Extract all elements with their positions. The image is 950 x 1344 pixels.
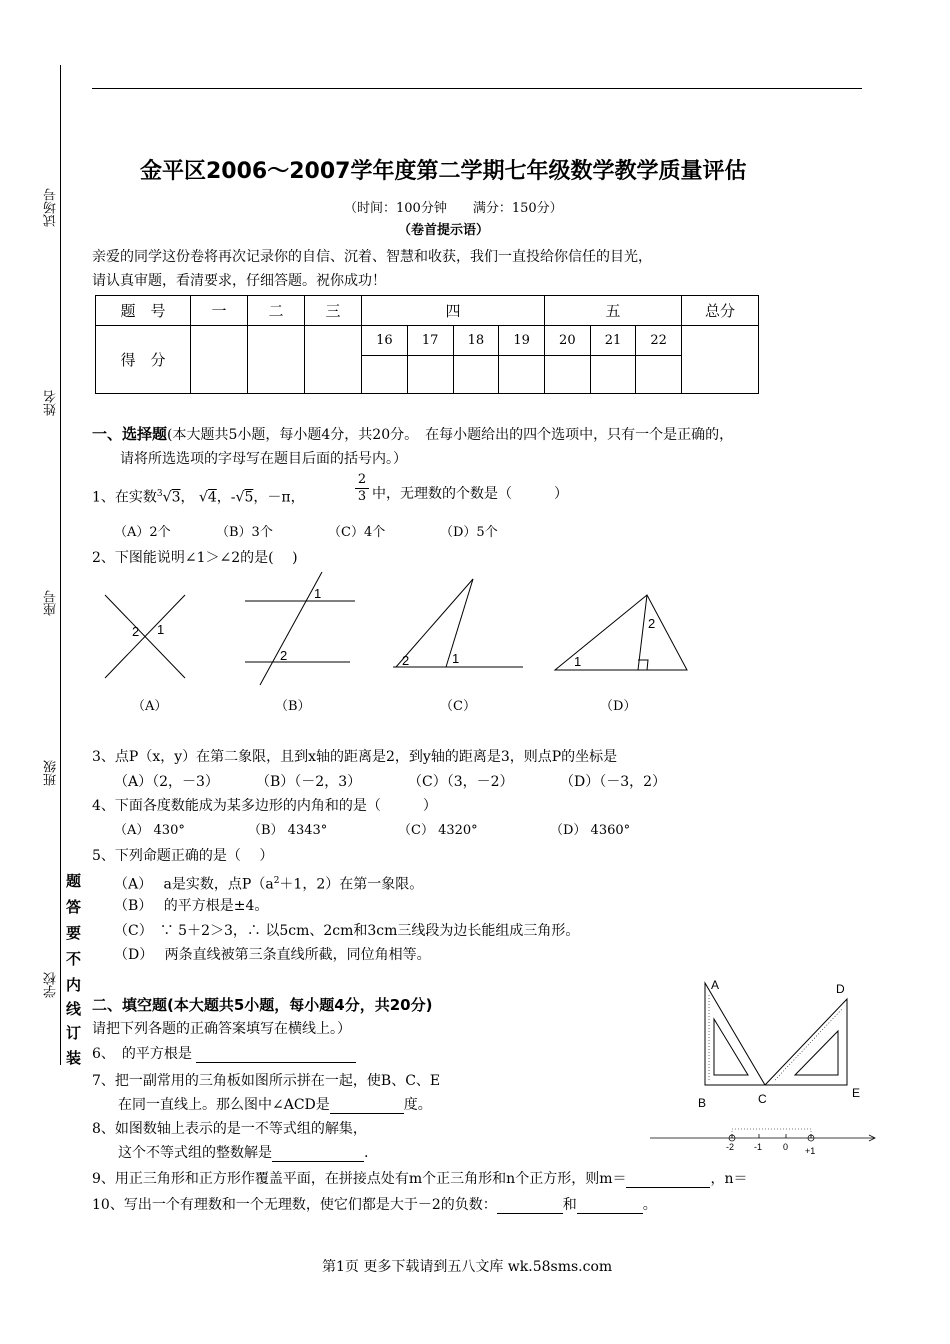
q1-fraction	[355, 472, 369, 505]
q1-radicand: 4	[207, 489, 217, 506]
side-label-class: 班级	[44, 760, 59, 786]
q7-line1: 7、把一副常用的三角板如图所示拼在一起，使B、C、E	[92, 1073, 441, 1089]
page-title: 金平区2006～2007学年度第二学期七年级数学教学质量评估	[140, 159, 747, 184]
side-warning-char: 内	[66, 976, 82, 994]
score-sub-number: 20	[545, 326, 591, 356]
score-cell[interactable]	[636, 356, 682, 394]
angle-label: 2	[132, 624, 140, 639]
q3-text: 3、点P（x，y）在第二象限，且到x轴的距离是2，到y轴的距离是3，则点P的坐标是	[92, 749, 618, 765]
q8-line2-post: .	[364, 1145, 369, 1161]
number-line-figure	[650, 1125, 880, 1160]
score-header-cell: 三	[305, 296, 362, 326]
q3-option: （A）（2，－3）	[114, 774, 219, 790]
q1-neg: -	[230, 489, 236, 506]
q7-line2	[118, 1096, 432, 1114]
q1-radicand: 5	[244, 489, 254, 506]
angle-label: 1	[452, 651, 460, 666]
q2-figure-b	[240, 570, 360, 690]
q10-and: 和	[562, 1197, 577, 1213]
q1-option: （B）3个	[216, 525, 273, 540]
score-sub-number: 16	[362, 326, 408, 356]
score-header-cell: 五	[545, 296, 682, 326]
score-table	[95, 295, 759, 394]
q1-radicand: 3	[171, 489, 181, 506]
side-warning-char: 不	[66, 950, 82, 968]
side-label-seat: 座号	[44, 590, 59, 616]
q5-option-a-post: ＋1，2）在第一象限。	[279, 876, 424, 893]
q4-option: （D） 4360°	[550, 823, 631, 838]
vertex-label-d: D	[836, 982, 845, 996]
q5-option-b: （B） 的平方根是±4。	[114, 898, 269, 914]
angle-label: 2	[402, 653, 410, 668]
side-warning-char: 要	[66, 924, 82, 942]
q2-text: 2、下图能说明∠1＞∠2的是( )	[92, 550, 298, 566]
q3-option: （D）（－3，2）	[560, 774, 667, 790]
q9-text: 9、用正三角形和正方形作覆盖平面，在拼接点处有m个正三角形和n个正方形，则m＝	[92, 1171, 627, 1187]
q10-line	[92, 1196, 657, 1214]
score-row-label	[96, 326, 191, 394]
q10-rational-blank[interactable]	[497, 1199, 563, 1214]
score-sub-number: 19	[499, 326, 545, 356]
side-warning-char: 答	[66, 898, 82, 916]
numberline-label: -1	[754, 1142, 763, 1152]
vertex-label-b: B	[698, 1096, 707, 1110]
note-heading: （卷首提示语）	[398, 223, 490, 238]
q7-line2-pre: 在同一直线上。那么图中∠ACD是	[118, 1097, 330, 1113]
q5-option-c: （C） ∵ 5＋2＞3，∴ 以5cm、2cm和3cm三线段为边长能组成三角形。	[114, 923, 580, 939]
q8-line1: 8、如图数轴上表示的是一不等式组的解集，	[92, 1121, 367, 1137]
note-line-2: 请认真审题，看清要求，仔细答题。祝你成功！	[92, 273, 386, 289]
q1-neg-pi: ，－π，	[253, 489, 305, 506]
top-rule	[92, 88, 862, 89]
note-line-1: 亲爱的同学这份卷将再次记录你的自信、沉着、智慧和收获，我们一直投给你信任的目光，	[92, 249, 652, 265]
q5-option-d: （D） 两条直线被第三条直线所截，同位角相等。	[114, 947, 431, 963]
q9-m-blank[interactable]	[626, 1173, 710, 1188]
q2-figure-d	[550, 590, 695, 675]
angle-label: 1	[574, 654, 582, 669]
q3-option: （C）（3，－2）	[408, 774, 514, 790]
score-sub-number: 21	[590, 326, 636, 356]
score-cell[interactable]	[499, 356, 545, 394]
section2-desc: 请把下列各题的正确答案填写在横线上。）	[92, 1021, 351, 1037]
angle-label: 2	[648, 616, 656, 631]
q1-option: （C）4个	[328, 525, 386, 540]
numberline-label: +1	[805, 1146, 816, 1156]
score-header-cell: 总分	[682, 296, 759, 326]
q5-option-a-pre: （A） a是实数，点P（a	[114, 876, 274, 893]
q10-irrational-blank[interactable]	[577, 1199, 643, 1214]
score-cell[interactable]	[453, 356, 499, 394]
angle-label: 1	[157, 622, 165, 637]
q5-option-a-sup: 2	[273, 876, 280, 886]
q1-suffix: 中，无理数的个数是（ ）	[372, 486, 568, 502]
score-cell[interactable]	[191, 326, 248, 394]
side-warning-char: 装	[66, 1049, 82, 1067]
q4-text: 4、下面各度数能成为某多边形的内角和的是（ ）	[92, 798, 437, 814]
q7-answer-blank[interactable]	[330, 1099, 404, 1114]
section1	[92, 425, 733, 444]
q2-figure-label: （B）	[275, 699, 311, 714]
q8-answer-blank[interactable]	[272, 1147, 364, 1162]
sqrt-symbol: √	[162, 489, 172, 506]
q7-line2-post: 度。	[403, 1097, 432, 1113]
q6-answer-blank[interactable]	[196, 1048, 356, 1063]
sqrt-symbol: √	[235, 489, 245, 506]
score-header-cell: 一	[191, 296, 248, 326]
q4-option: （A） 430°	[114, 823, 185, 838]
side-warning-char: 题	[66, 872, 82, 890]
score-header-cell: 题 号	[96, 296, 191, 326]
q9-line	[92, 1170, 748, 1188]
q2-figure-label: （C）	[440, 699, 476, 714]
q4-option: （B） 4343°	[248, 823, 328, 838]
q1-option: （A）2个	[114, 525, 171, 540]
q1-option: （D）5个	[440, 525, 498, 540]
vertex-label-e: E	[852, 1086, 861, 1100]
q2-figure-label: （D）	[600, 699, 637, 714]
score-cell[interactable]	[248, 326, 305, 394]
fraction-denominator: 3	[357, 489, 367, 504]
vertex-label-c: C	[758, 1092, 767, 1106]
q6-text: 6、 的平方根是	[92, 1046, 192, 1062]
section1-desc1: (本大题共5小题，每小题4分，共20分。 在每小题给出的四个选项中，只有一个是正确的，	[167, 427, 734, 443]
section1-heading: 一、选择题	[92, 425, 168, 443]
q5-text: 5、下列命题正确的是（ ）	[92, 848, 274, 864]
score-header-cell: 二	[248, 296, 305, 326]
score-header-cell: 四	[362, 296, 545, 326]
fraction-numerator: 2	[357, 472, 367, 487]
score-cell[interactable]	[682, 326, 759, 394]
q5-option-a	[114, 872, 423, 894]
score-sub-number: 18	[453, 326, 499, 356]
score-cell[interactable]	[545, 356, 591, 394]
q2-figure-c	[388, 575, 528, 675]
score-row-label-text: 得 分	[120, 351, 166, 369]
numberline-label: 0	[783, 1142, 789, 1152]
side-label-school: 学校	[44, 972, 59, 998]
side-label-exam-room: 试场号	[44, 188, 59, 227]
sqrt-symbol: √	[198, 489, 208, 506]
q4-option: （C） 4320°	[398, 823, 478, 838]
score-cell[interactable]	[305, 326, 362, 394]
score-cell[interactable]	[407, 356, 453, 394]
q1-prefix: 1、在实数	[92, 489, 157, 506]
q8-line2-pre: 这个不等式组的整数解是	[118, 1145, 272, 1161]
q10-end: 。	[642, 1197, 657, 1213]
vertex-label-a: A	[711, 978, 720, 992]
side-warning-char: 订	[66, 1024, 82, 1042]
score-cell[interactable]	[362, 356, 408, 394]
section1-desc2: 请将所选选项的字母写在题目后面的括号内。）	[120, 451, 407, 467]
q2-figure-label: （A）	[132, 699, 168, 714]
q9-n-eq: ，n＝	[710, 1171, 748, 1187]
exam-subtitle: （时间：100分钟 满分：150分）	[344, 201, 563, 216]
q1-line: 1、在实数$^3$√3， √4，-√5，－π，	[92, 489, 305, 506]
score-cell[interactable]	[590, 356, 636, 394]
side-warning-char: 线	[66, 1000, 82, 1018]
q3-option: （B）（－2，3）	[256, 774, 362, 790]
numberline-label: -2	[726, 1142, 735, 1152]
triangle-rulers-figure	[690, 975, 870, 1110]
q1-cube-index: 3	[156, 489, 163, 499]
side-label-name: 姓名	[44, 390, 59, 416]
score-sub-number: 17	[407, 326, 453, 356]
q10-text: 10、写出一个有理数和一个无理数，使它们都是大于－2的负数：	[92, 1197, 497, 1213]
angle-label: 2	[280, 648, 288, 663]
angle-label: 1	[314, 586, 322, 601]
q8-line2	[118, 1144, 368, 1162]
page-footer: 第1页 更多下载请到五八文库 wk.58sms.com	[322, 1259, 613, 1275]
score-sub-number: 22	[636, 326, 682, 356]
section2-heading: 二、填空题(本大题共5小题，每小题4分，共20分)	[92, 996, 433, 1014]
q2-figure-a	[100, 590, 190, 685]
q6-line	[92, 1045, 356, 1063]
